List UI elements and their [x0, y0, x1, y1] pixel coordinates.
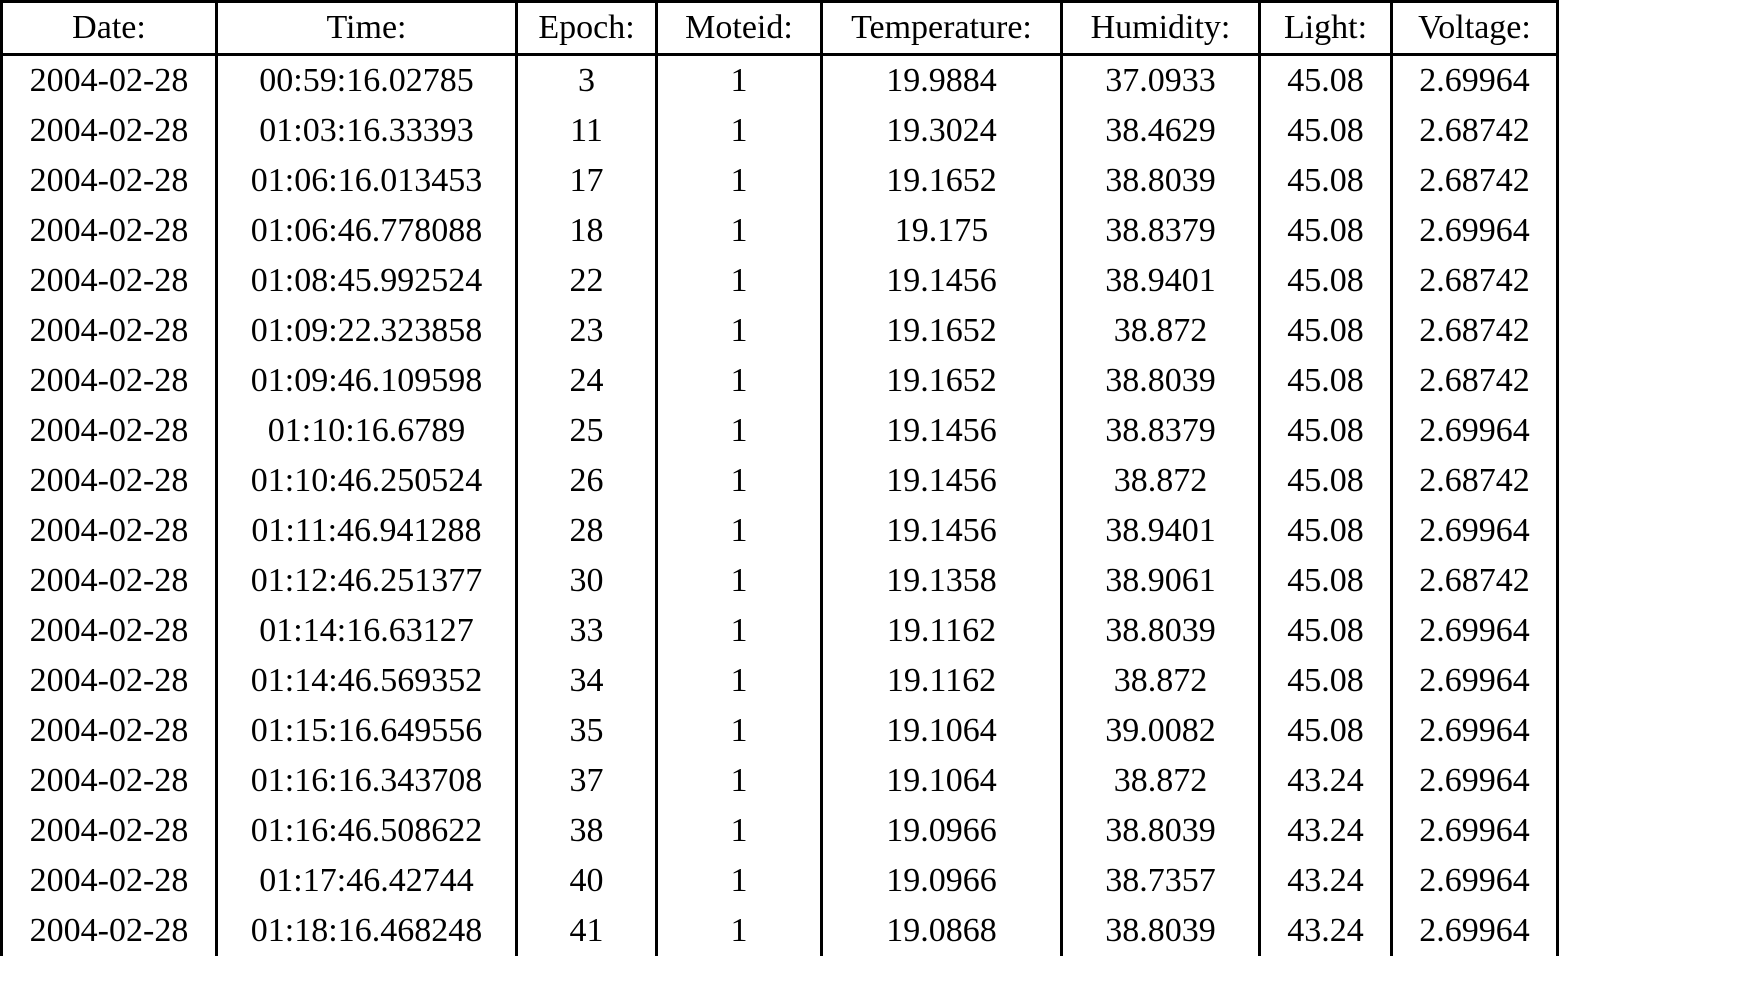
table-cell-time: 01:10:16.6789 [217, 406, 517, 456]
table-cell-moteid: 1 [657, 706, 822, 756]
table-cell-temperature: 19.1456 [822, 506, 1062, 556]
table-row [2, 456, 1558, 506]
table-cell-humidity: 38.8039 [1062, 806, 1260, 856]
table-cell-temperature: 19.1358 [822, 556, 1062, 606]
table-cell-epoch: 35 [517, 706, 657, 756]
table-cell-epoch: 23 [517, 306, 657, 356]
table-row [2, 406, 1558, 456]
table-cell-humidity: 38.8039 [1062, 906, 1260, 956]
table-cell-moteid: 1 [657, 556, 822, 606]
table-cell-temperature: 19.1456 [822, 406, 1062, 456]
table-row [2, 256, 1558, 306]
table-cell-epoch: 28 [517, 506, 657, 556]
table-cell-voltage: 2.68742 [1392, 456, 1558, 506]
table-cell-moteid: 1 [657, 106, 822, 156]
table-cell-epoch: 22 [517, 256, 657, 306]
table-cell-time: 01:16:16.343708 [217, 756, 517, 806]
column-header-moteid: Moteid: [657, 2, 822, 55]
table-cell-humidity: 38.872 [1062, 656, 1260, 706]
table-row [2, 706, 1558, 756]
table-cell-moteid: 1 [657, 55, 822, 107]
table-row [2, 906, 1558, 956]
table-cell-temperature: 19.1652 [822, 356, 1062, 406]
table-cell-date: 2004-02-28 [2, 506, 217, 556]
table-cell-light: 45.08 [1260, 656, 1392, 706]
column-header-temperature: Temperature: [822, 2, 1062, 55]
table-cell-voltage: 2.68742 [1392, 556, 1558, 606]
table-cell-light: 45.08 [1260, 156, 1392, 206]
table-cell-moteid: 1 [657, 356, 822, 406]
table-cell-light: 45.08 [1260, 456, 1392, 506]
table-header [2, 2, 1558, 55]
table-cell-epoch: 18 [517, 206, 657, 256]
table-cell-date: 2004-02-28 [2, 106, 217, 156]
table-cell-moteid: 1 [657, 306, 822, 356]
table-cell-epoch: 17 [517, 156, 657, 206]
table-cell-humidity: 38.872 [1062, 456, 1260, 506]
table-cell-time: 01:03:16.33393 [217, 106, 517, 156]
table-cell-humidity: 38.9401 [1062, 506, 1260, 556]
table-cell-humidity: 39.0082 [1062, 706, 1260, 756]
table-cell-epoch: 24 [517, 356, 657, 406]
table-cell-humidity: 38.8039 [1062, 156, 1260, 206]
table-cell-temperature: 19.1162 [822, 656, 1062, 706]
table-cell-time: 01:09:46.109598 [217, 356, 517, 406]
table-cell-temperature: 19.0868 [822, 906, 1062, 956]
table-cell-time: 01:18:16.468248 [217, 906, 517, 956]
table-cell-light: 45.08 [1260, 256, 1392, 306]
table-cell-light: 45.08 [1260, 55, 1392, 107]
table-cell-light: 45.08 [1260, 206, 1392, 256]
table-cell-date: 2004-02-28 [2, 356, 217, 406]
table-cell-moteid: 1 [657, 656, 822, 706]
table-cell-time: 00:59:16.02785 [217, 55, 517, 107]
table-cell-epoch: 37 [517, 756, 657, 806]
table-cell-time: 01:06:46.778088 [217, 206, 517, 256]
table-cell-epoch: 40 [517, 856, 657, 906]
table-cell-date: 2004-02-28 [2, 456, 217, 506]
table-cell-date: 2004-02-28 [2, 656, 217, 706]
table-cell-voltage: 2.69964 [1392, 806, 1558, 856]
table-cell-time: 01:14:16.63127 [217, 606, 517, 656]
table-cell-time: 01:16:46.508622 [217, 806, 517, 856]
table-row [2, 856, 1558, 906]
table-cell-light: 45.08 [1260, 356, 1392, 406]
table-cell-voltage: 2.69964 [1392, 406, 1558, 456]
table-cell-temperature: 19.175 [822, 206, 1062, 256]
table-cell-voltage: 2.69964 [1392, 656, 1558, 706]
table-cell-time: 01:14:46.569352 [217, 656, 517, 706]
column-header-light: Light: [1260, 2, 1392, 55]
table-row [2, 106, 1558, 156]
table-cell-date: 2004-02-28 [2, 55, 217, 107]
table-cell-moteid: 1 [657, 606, 822, 656]
table-cell-light: 45.08 [1260, 556, 1392, 606]
table-cell-date: 2004-02-28 [2, 556, 217, 606]
table-cell-moteid: 1 [657, 256, 822, 306]
table-cell-moteid: 1 [657, 206, 822, 256]
table-row [2, 556, 1558, 606]
column-header-voltage: Voltage: [1392, 2, 1558, 55]
table-cell-epoch: 38 [517, 806, 657, 856]
table-cell-time: 01:15:16.649556 [217, 706, 517, 756]
table-cell-temperature: 19.0966 [822, 806, 1062, 856]
table-row [2, 806, 1558, 856]
table-cell-humidity: 38.7357 [1062, 856, 1260, 906]
table-cell-voltage: 2.68742 [1392, 256, 1558, 306]
table-cell-humidity: 38.872 [1062, 756, 1260, 806]
table-cell-light: 43.24 [1260, 806, 1392, 856]
table-cell-temperature: 19.9884 [822, 55, 1062, 107]
table-cell-epoch: 41 [517, 906, 657, 956]
table-cell-date: 2004-02-28 [2, 756, 217, 806]
table-cell-date: 2004-02-28 [2, 706, 217, 756]
table-cell-humidity: 38.8379 [1062, 406, 1260, 456]
table-cell-time: 01:11:46.941288 [217, 506, 517, 556]
table-cell-light: 45.08 [1260, 506, 1392, 556]
header-row [2, 2, 1558, 55]
table-cell-epoch: 34 [517, 656, 657, 706]
table-cell-humidity: 38.4629 [1062, 106, 1260, 156]
column-header-epoch: Epoch: [517, 2, 657, 55]
table-cell-time: 01:17:46.42744 [217, 856, 517, 906]
table-cell-time: 01:12:46.251377 [217, 556, 517, 606]
table-cell-humidity: 37.0933 [1062, 55, 1260, 107]
table-cell-voltage: 2.68742 [1392, 356, 1558, 406]
table-cell-voltage: 2.69964 [1392, 606, 1558, 656]
table-cell-temperature: 19.3024 [822, 106, 1062, 156]
table-cell-voltage: 2.69964 [1392, 906, 1558, 956]
table-cell-light: 45.08 [1260, 706, 1392, 756]
table-cell-moteid: 1 [657, 806, 822, 856]
table-cell-moteid: 1 [657, 406, 822, 456]
table-cell-voltage: 2.68742 [1392, 106, 1558, 156]
table-cell-temperature: 19.0966 [822, 856, 1062, 906]
table-cell-epoch: 25 [517, 406, 657, 456]
table-cell-light: 43.24 [1260, 856, 1392, 906]
table-cell-epoch: 3 [517, 55, 657, 107]
table-row [2, 156, 1558, 206]
table-cell-light: 43.24 [1260, 756, 1392, 806]
table-cell-light: 45.08 [1260, 306, 1392, 356]
table-cell-time: 01:09:22.323858 [217, 306, 517, 356]
table-cell-date: 2004-02-28 [2, 206, 217, 256]
table-cell-humidity: 38.872 [1062, 306, 1260, 356]
table-cell-voltage: 2.69964 [1392, 506, 1558, 556]
table-cell-voltage: 2.69964 [1392, 55, 1558, 107]
table-cell-date: 2004-02-28 [2, 906, 217, 956]
table-row [2, 55, 1558, 107]
column-header-time: Time: [217, 2, 517, 55]
table-cell-moteid: 1 [657, 756, 822, 806]
table-cell-voltage: 2.69964 [1392, 706, 1558, 756]
table-cell-moteid: 1 [657, 156, 822, 206]
table-cell-temperature: 19.1652 [822, 156, 1062, 206]
table-cell-humidity: 38.8039 [1062, 356, 1260, 406]
table-cell-time: 01:10:46.250524 [217, 456, 517, 506]
table-cell-date: 2004-02-28 [2, 806, 217, 856]
table-cell-time: 01:06:16.013453 [217, 156, 517, 206]
table-cell-date: 2004-02-28 [2, 406, 217, 456]
table-cell-humidity: 38.8379 [1062, 206, 1260, 256]
table-row [2, 306, 1558, 356]
table-cell-light: 43.24 [1260, 906, 1392, 956]
column-header-date: Date: [2, 2, 217, 55]
table-cell-humidity: 38.9061 [1062, 556, 1260, 606]
table-cell-voltage: 2.68742 [1392, 306, 1558, 356]
table-cell-humidity: 38.8039 [1062, 606, 1260, 656]
table-cell-date: 2004-02-28 [2, 856, 217, 906]
table-cell-light: 45.08 [1260, 406, 1392, 456]
table-cell-time: 01:08:45.992524 [217, 256, 517, 306]
table-cell-temperature: 19.1456 [822, 256, 1062, 306]
table-row [2, 356, 1558, 406]
table-cell-voltage: 2.69964 [1392, 206, 1558, 256]
table-cell-temperature: 19.1652 [822, 306, 1062, 356]
table-cell-moteid: 1 [657, 506, 822, 556]
table-cell-moteid: 1 [657, 456, 822, 506]
table-cell-temperature: 19.1456 [822, 456, 1062, 506]
table-cell-moteid: 1 [657, 856, 822, 906]
table-cell-date: 2004-02-28 [2, 606, 217, 656]
table-cell-temperature: 19.1162 [822, 606, 1062, 656]
table-cell-voltage: 2.68742 [1392, 156, 1558, 206]
table-cell-temperature: 19.1064 [822, 706, 1062, 756]
table-cell-light: 45.08 [1260, 106, 1392, 156]
table-cell-temperature: 19.1064 [822, 756, 1062, 806]
table-cell-epoch: 33 [517, 606, 657, 656]
column-header-humidity: Humidity: [1062, 2, 1260, 55]
table-row [2, 206, 1558, 256]
table-cell-moteid: 1 [657, 906, 822, 956]
table-row [2, 656, 1558, 706]
table-cell-voltage: 2.69964 [1392, 756, 1558, 806]
table-body [2, 55, 1558, 957]
table-cell-voltage: 2.69964 [1392, 856, 1558, 906]
table-cell-epoch: 26 [517, 456, 657, 506]
table-cell-epoch: 30 [517, 556, 657, 606]
table-cell-date: 2004-02-28 [2, 306, 217, 356]
table-row [2, 606, 1558, 656]
table-cell-light: 45.08 [1260, 606, 1392, 656]
table-cell-date: 2004-02-28 [2, 156, 217, 206]
table-cell-epoch: 11 [517, 106, 657, 156]
table-row [2, 756, 1558, 806]
table-cell-date: 2004-02-28 [2, 256, 217, 306]
table-row [2, 506, 1558, 556]
table-cell-humidity: 38.9401 [1062, 256, 1260, 306]
